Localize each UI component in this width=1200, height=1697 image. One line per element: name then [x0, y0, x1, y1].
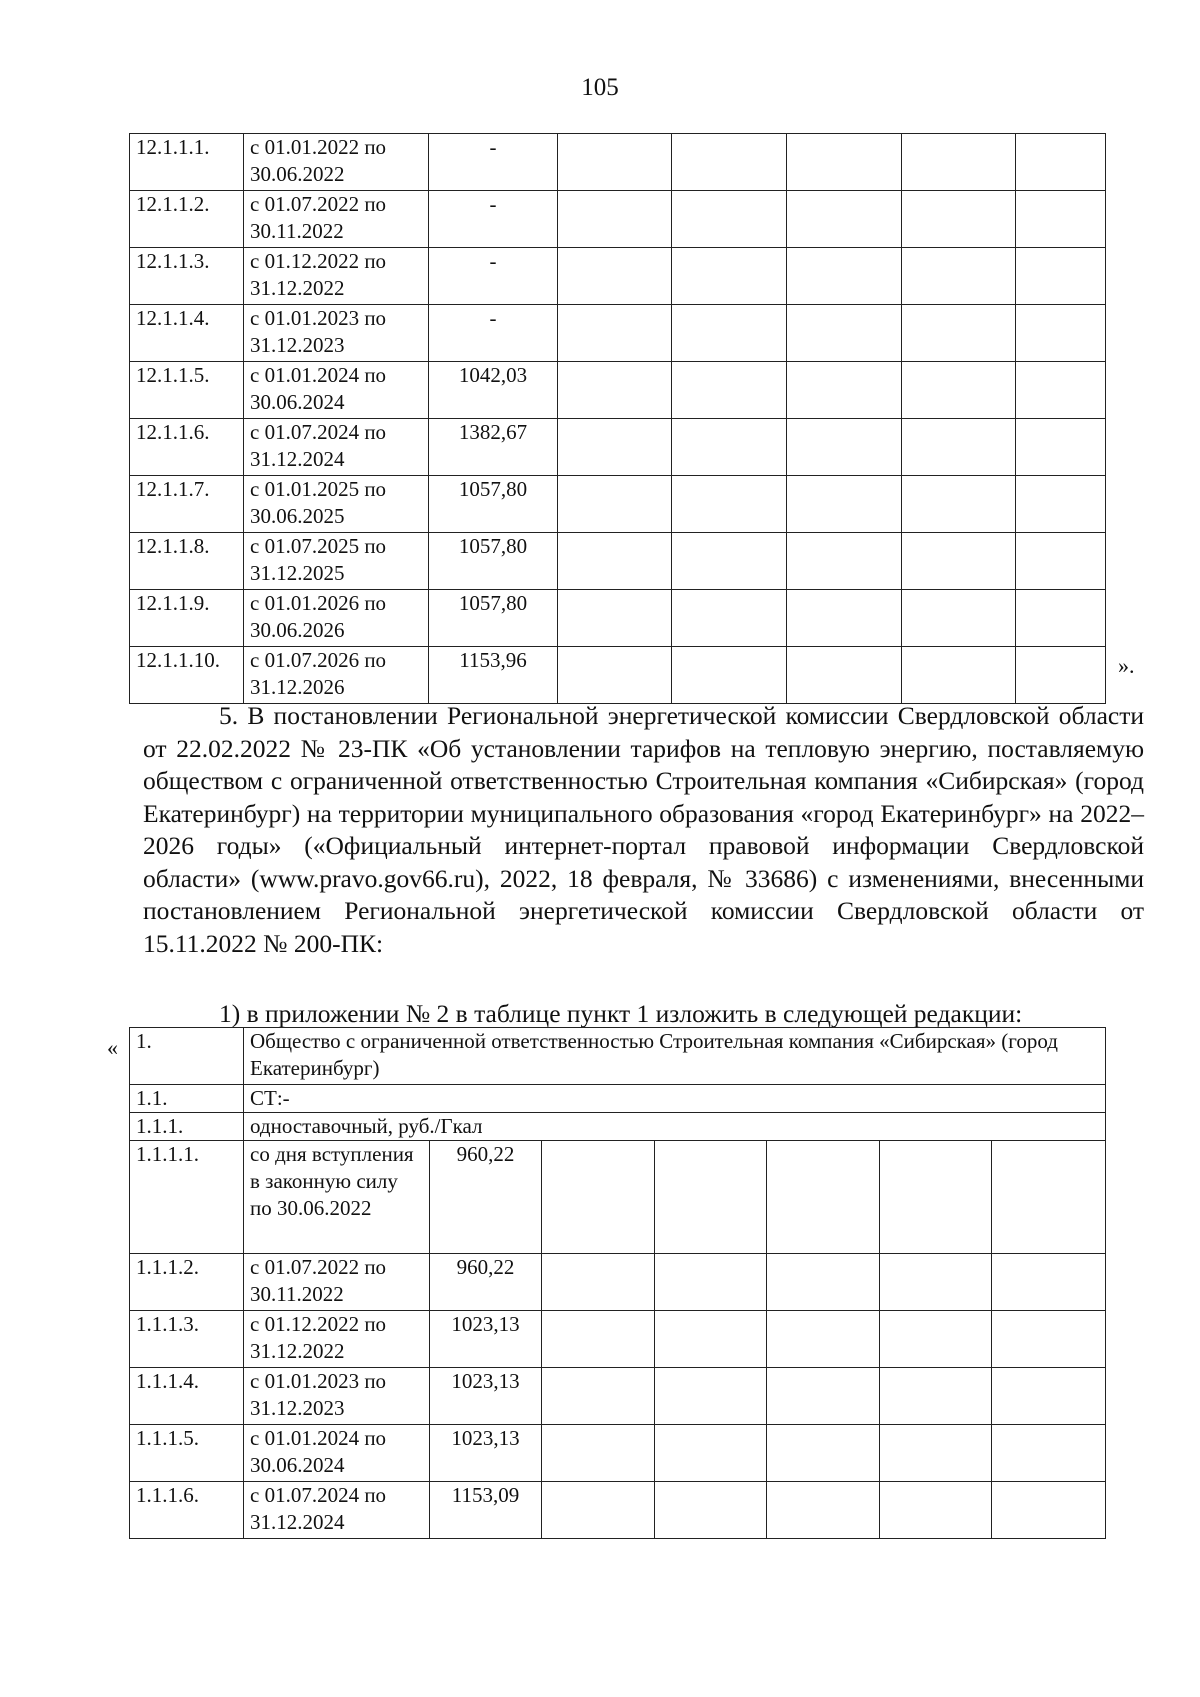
- empty-cell: [655, 1368, 767, 1425]
- empty-cell: [655, 1482, 767, 1539]
- row-label: одноставочный, руб./Гкал: [244, 1113, 1106, 1141]
- row-number: 12.1.1.2.: [130, 191, 244, 248]
- period-cell: с 01.01.2022 по 30.06.2022: [244, 134, 429, 191]
- company-name: Общество с ограниченной ответственностью Строительная компания «Сибирская» (город Екатеринбург): [244, 1028, 1106, 1085]
- tariff-value: 1057,80: [429, 590, 558, 647]
- table-row: [130, 134, 1106, 191]
- empty-cell: [1016, 533, 1106, 590]
- empty-cell: [767, 1425, 880, 1482]
- tariff-value: 1042,03: [429, 362, 558, 419]
- empty-cell: [902, 476, 1016, 533]
- tariff-value: 960,22: [430, 1254, 542, 1311]
- empty-cell: [558, 590, 672, 647]
- empty-cell: [880, 1425, 992, 1482]
- period-cell: с 01.01.2024 по 30.06.2024: [244, 362, 429, 419]
- empty-cell: [880, 1368, 992, 1425]
- empty-cell: [1016, 134, 1106, 191]
- empty-cell: [902, 305, 1016, 362]
- page-number: 105: [581, 74, 619, 101]
- empty-cell: [902, 362, 1016, 419]
- table-row: [130, 248, 1106, 305]
- period-cell: с 01.07.2022 по 30.11.2022: [244, 1254, 430, 1311]
- period-cell: с 01.01.2025 по 30.06.2025: [244, 476, 429, 533]
- empty-cell: [542, 1141, 655, 1254]
- empty-cell: [902, 419, 1016, 476]
- row-number: 1.1.1.1.: [130, 1141, 244, 1254]
- empty-cell: [902, 590, 1016, 647]
- tariff-value: -: [429, 248, 558, 305]
- empty-cell: [992, 1311, 1106, 1368]
- empty-cell: [992, 1368, 1106, 1425]
- opening-quote-mark: «: [107, 1035, 118, 1060]
- row-number: 1.1.1.2.: [130, 1254, 244, 1311]
- period-cell: с 01.07.2025 по 31.12.2025: [244, 533, 429, 590]
- empty-cell: [880, 1311, 992, 1368]
- empty-cell: [672, 419, 787, 476]
- empty-cell: [902, 248, 1016, 305]
- empty-cell: [542, 1425, 655, 1482]
- period-cell: со дня вступления в законную силу по 30.06.2022: [244, 1141, 430, 1254]
- closing-quote-mark: ».: [1118, 653, 1135, 678]
- empty-cell: [1016, 419, 1106, 476]
- empty-cell: [767, 1368, 880, 1425]
- empty-cell: [542, 1368, 655, 1425]
- empty-cell: [787, 533, 902, 590]
- empty-cell: [542, 1311, 655, 1368]
- tariff-value: 1057,80: [429, 476, 558, 533]
- row-number: 12.1.1.9.: [130, 590, 244, 647]
- empty-cell: [767, 1141, 880, 1254]
- empty-cell: [880, 1482, 992, 1539]
- table-row: [130, 1254, 1106, 1311]
- table-row: [130, 191, 1106, 248]
- empty-cell: [672, 248, 787, 305]
- row-number: 12.1.1.7.: [130, 476, 244, 533]
- empty-cell: [992, 1425, 1106, 1482]
- table-row: [130, 1085, 1106, 1113]
- row-number: 1.1.: [130, 1085, 244, 1113]
- empty-cell: [1016, 305, 1106, 362]
- empty-cell: [558, 191, 672, 248]
- empty-cell: [655, 1425, 767, 1482]
- tariff-value: 960,22: [430, 1141, 542, 1254]
- empty-cell: [787, 248, 902, 305]
- empty-cell: [1016, 590, 1106, 647]
- row-number: 12.1.1.4.: [130, 305, 244, 362]
- empty-cell: [880, 1254, 992, 1311]
- tariff-table-1: [129, 1027, 1106, 1539]
- period-cell: с 01.07.2026 по 31.12.2026: [244, 647, 429, 704]
- period-cell: с 01.01.2024 по 30.06.2024: [244, 1425, 430, 1482]
- row-number: 1.1.1.4.: [130, 1368, 244, 1425]
- period-cell: с 01.01.2023 по 31.12.2023: [244, 305, 429, 362]
- period-cell: с 01.12.2022 по 31.12.2022: [244, 1311, 430, 1368]
- table-row: [130, 1482, 1106, 1539]
- empty-cell: [672, 362, 787, 419]
- empty-cell: [902, 191, 1016, 248]
- paragraph-5: 5. В постановлении Региональной энергетической комиссии Свердловской области от 22.02.2022 № 23-ПК «Об установлении тарифов на тепловую энергию, поставляемую обществом с ограниченной ответственностью Строительная компания «Сибирская» (город Екатеринбург) на территории муниципального образования «город Екатеринбург» на 2022–2026 годы» («Официальный интернет-портал правовой информации Свердловской области» (www.pravo.gov66.ru), 2022, 18 февраля, № 33686) с изменениями, внесенными постановлением Региональной энергетической комиссии Свердловской области от 15.11.2022 № 200-ПК:: [143, 701, 1144, 958]
- empty-cell: [1016, 362, 1106, 419]
- empty-cell: [992, 1254, 1106, 1311]
- tariff-value: -: [429, 191, 558, 248]
- empty-cell: [672, 590, 787, 647]
- tariff-table-12: [129, 133, 1106, 704]
- table-row: [130, 1141, 1106, 1254]
- period-cell: с 01.12.2022 по 31.12.2022: [244, 248, 429, 305]
- empty-cell: [787, 647, 902, 704]
- empty-cell: [787, 476, 902, 533]
- row-number: 12.1.1.5.: [130, 362, 244, 419]
- row-number: 12.1.1.6.: [130, 419, 244, 476]
- table-header-row: [130, 1028, 1106, 1085]
- table-row: [130, 362, 1106, 419]
- table-row: [130, 647, 1106, 704]
- empty-cell: [558, 305, 672, 362]
- tariff-value: 1382,67: [429, 419, 558, 476]
- table-row: [130, 590, 1106, 647]
- empty-cell: [767, 1254, 880, 1311]
- row-number: 12.1.1.8.: [130, 533, 244, 590]
- empty-cell: [992, 1141, 1106, 1254]
- tariff-value: 1023,13: [430, 1425, 542, 1482]
- row-number: 1.1.1.3.: [130, 1311, 244, 1368]
- period-cell: с 01.07.2024 по 31.12.2024: [244, 1482, 430, 1539]
- empty-cell: [787, 305, 902, 362]
- empty-cell: [1016, 191, 1106, 248]
- empty-cell: [902, 647, 1016, 704]
- empty-cell: [558, 647, 672, 704]
- empty-cell: [1016, 476, 1106, 533]
- period-cell: с 01.07.2024 по 31.12.2024: [244, 419, 429, 476]
- empty-cell: [672, 476, 787, 533]
- tariff-value: -: [429, 305, 558, 362]
- empty-cell: [1016, 248, 1106, 305]
- tariff-value: 1023,13: [430, 1368, 542, 1425]
- row-number: 1.: [130, 1028, 244, 1085]
- empty-cell: [558, 533, 672, 590]
- empty-cell: [558, 248, 672, 305]
- row-number: 12.1.1.3.: [130, 248, 244, 305]
- empty-cell: [1016, 647, 1106, 704]
- empty-cell: [558, 134, 672, 191]
- table-row: [130, 533, 1106, 590]
- tariff-value: 1057,80: [429, 533, 558, 590]
- tariff-value: 1023,13: [430, 1311, 542, 1368]
- table-row: [130, 1425, 1106, 1482]
- empty-cell: [558, 362, 672, 419]
- row-number: 1.1.1.5.: [130, 1425, 244, 1482]
- row-label: СТ:-: [244, 1085, 1106, 1113]
- row-number: 12.1.1.10.: [130, 647, 244, 704]
- empty-cell: [787, 590, 902, 647]
- row-number: 1.1.1.: [130, 1113, 244, 1141]
- table-row: [130, 1311, 1106, 1368]
- empty-cell: [767, 1482, 880, 1539]
- empty-cell: [542, 1254, 655, 1311]
- row-number: 1.1.1.6.: [130, 1482, 244, 1539]
- empty-cell: [655, 1254, 767, 1311]
- empty-cell: [655, 1311, 767, 1368]
- table-row: [130, 305, 1106, 362]
- empty-cell: [542, 1482, 655, 1539]
- empty-cell: [787, 134, 902, 191]
- tariff-value: 1153,96: [429, 647, 558, 704]
- row-number: 12.1.1.1.: [130, 134, 244, 191]
- table-row: [130, 1113, 1106, 1141]
- period-cell: с 01.01.2023 по 31.12.2023: [244, 1368, 430, 1425]
- tariff-value: -: [429, 134, 558, 191]
- empty-cell: [787, 191, 902, 248]
- empty-cell: [672, 647, 787, 704]
- table-row: [130, 476, 1106, 533]
- subparagraph-1: 1) в приложении № 2 в таблице пункт 1 изложить в следующей редакции:: [219, 999, 1023, 1028]
- empty-cell: [902, 134, 1016, 191]
- table-row: [130, 1368, 1106, 1425]
- period-cell: с 01.01.2026 по 30.06.2026: [244, 590, 429, 647]
- empty-cell: [767, 1311, 880, 1368]
- empty-cell: [655, 1141, 767, 1254]
- empty-cell: [672, 191, 787, 248]
- empty-cell: [672, 533, 787, 590]
- empty-cell: [880, 1141, 992, 1254]
- empty-cell: [992, 1482, 1106, 1539]
- empty-cell: [672, 134, 787, 191]
- empty-cell: [558, 476, 672, 533]
- empty-cell: [787, 419, 902, 476]
- empty-cell: [902, 533, 1016, 590]
- empty-cell: [672, 305, 787, 362]
- period-cell: с 01.07.2022 по 30.11.2022: [244, 191, 429, 248]
- tariff-value: 1153,09: [430, 1482, 542, 1539]
- empty-cell: [787, 362, 902, 419]
- empty-cell: [558, 419, 672, 476]
- table-row: [130, 419, 1106, 476]
